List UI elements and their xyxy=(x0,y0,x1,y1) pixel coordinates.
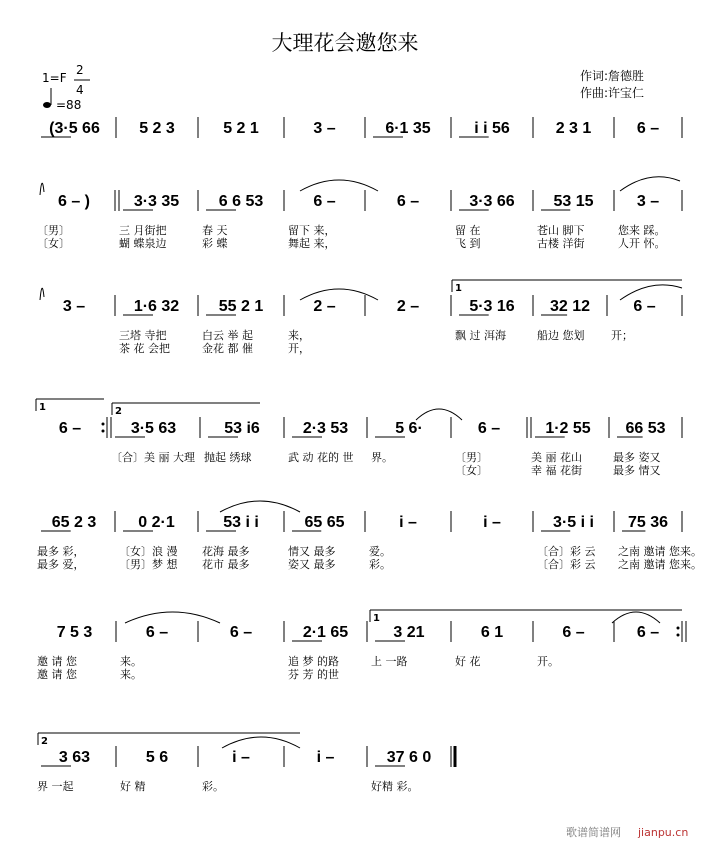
measure-notes: 2 – xyxy=(396,298,420,315)
lyric-segment: 古楼 洋街 xyxy=(537,237,585,250)
tie-arc xyxy=(620,177,680,191)
score-layer xyxy=(36,117,702,793)
lyric-segment: 最多 姿又 xyxy=(613,451,661,464)
lyric-segment: 姿又 最多 xyxy=(288,558,336,571)
lyric-segment: 苍山 脚下 xyxy=(537,224,585,237)
measure-notes: 1·2 55 xyxy=(545,420,591,437)
measure-notes: i – xyxy=(399,514,417,531)
score-row xyxy=(63,295,682,355)
tempo: =88 xyxy=(56,98,82,112)
lyric-segment: 开； xyxy=(611,329,633,342)
measure-notes: 75 36 xyxy=(627,514,669,531)
lyric-segment: 春 天 xyxy=(202,224,228,237)
measure-notes: 6 1 xyxy=(480,624,504,641)
tie-arc xyxy=(300,180,378,191)
lyric-segment: 飘 过 洱海 xyxy=(455,329,506,342)
lyric-segment: 彩。 xyxy=(369,558,391,571)
score-row xyxy=(37,746,455,793)
measure-notes: 5·3 16 xyxy=(469,298,515,315)
lyric-segment: 上 一路 xyxy=(371,655,408,668)
lyric-segment: 美 丽 花山 xyxy=(531,451,582,464)
quarter-note-icon xyxy=(43,102,51,108)
repeat-dot xyxy=(102,423,105,426)
measure-notes: 2 – xyxy=(313,298,336,315)
measure-notes: 6 – xyxy=(145,624,169,641)
measure-notes: 66 53 xyxy=(625,420,666,437)
tie-arc xyxy=(222,737,300,748)
measure-notes: 6 – xyxy=(313,193,336,210)
key-signature: 1=F xyxy=(42,71,67,85)
song-title: 大理花会邀您来 xyxy=(271,31,419,55)
measure-notes: 6 – xyxy=(562,624,585,641)
lyric-segment: 花海 最多 xyxy=(202,545,250,558)
measure-notes: 6 – xyxy=(633,298,656,315)
lyric-segment: 三塔 寺把 xyxy=(119,329,167,342)
measure-notes: i i 56 xyxy=(474,120,510,137)
lyric-segment: 爱。 xyxy=(369,545,391,558)
repeat-dot xyxy=(102,430,105,433)
lyric-segment: 好精 彩。 xyxy=(371,780,419,793)
lyric-segment: 蝴 蝶泉边 xyxy=(119,237,167,250)
lyric-segment: 武 动 花的 世 xyxy=(288,451,354,464)
lyric-segment: 好 精 xyxy=(120,780,146,793)
score-row xyxy=(59,417,682,477)
lyric-segment: 〔男〕梦 想 xyxy=(119,558,178,571)
measure-notes: 3·3 35 xyxy=(133,193,180,210)
measure-notes: 32 12 xyxy=(549,298,591,315)
lyric-segment: 最多 彩， xyxy=(37,545,85,558)
lyric-segment: 茶 花 会把 xyxy=(119,342,170,355)
volta-label: 1 xyxy=(373,613,380,624)
lyric-segment: 留下 来， xyxy=(288,224,336,237)
time-signature-bottom: 4 xyxy=(76,83,84,97)
measure-notes: 7 5 3 xyxy=(56,624,93,641)
score-row xyxy=(37,511,702,571)
repeat-dot xyxy=(677,627,680,630)
measure-notes: 3 63 xyxy=(58,749,91,766)
measure-notes: 2·3 53 xyxy=(302,420,349,437)
tie-arc xyxy=(40,288,44,300)
measure-notes: 6·1 35 xyxy=(385,120,431,137)
measure-notes: 6 – ) xyxy=(57,193,91,210)
lyric-segment: 〔合〕彩 云 xyxy=(537,558,596,571)
time-signature-top: 2 xyxy=(76,63,84,77)
lyric-segment: 留 在 xyxy=(455,224,481,237)
lyric-segment: 金花 都 催 xyxy=(202,342,253,355)
volta-bracket xyxy=(38,733,300,747)
measure-notes: 37 6 0 xyxy=(386,749,432,766)
lyric-segment: 最多 爱， xyxy=(37,558,85,571)
measure-notes: 3 – xyxy=(62,298,86,315)
lyric-segment: 界。 xyxy=(371,451,393,464)
measure-notes: 6 6 53 xyxy=(218,193,264,210)
volta-label: 1 xyxy=(39,402,46,413)
lyric-segment: 人开 怀。 xyxy=(618,237,666,250)
watermark-url: jianpu.cn xyxy=(638,826,689,839)
lyric-segment: 界 一起 xyxy=(37,780,74,793)
measure-notes: 6 – xyxy=(477,420,501,437)
measure-notes: 53 15 xyxy=(553,193,594,210)
measure-notes: 53 i6 xyxy=(224,420,260,437)
measure-notes: (3·5 66 xyxy=(49,120,100,137)
lyric-segment: 来。 xyxy=(120,668,142,681)
measure-notes: 3·5 63 xyxy=(130,420,177,437)
volta-label: 2 xyxy=(115,406,122,417)
lyric-segment: 情又 最多 xyxy=(288,545,336,558)
lyric-segment: 追 梦 的路 xyxy=(288,655,339,668)
lyric-segment: 开， xyxy=(288,342,310,355)
lyric-segment: 〔女〕 xyxy=(455,464,488,477)
measure-notes: i – xyxy=(316,749,335,766)
tie-arc xyxy=(40,183,44,195)
measure-notes: i – xyxy=(232,749,250,766)
lyric-segment: 之南 邀请 您来。 xyxy=(618,545,702,558)
tie-arc xyxy=(416,409,462,420)
watermark-site-name: 歌谱简谱网 xyxy=(566,826,621,839)
score-row xyxy=(37,621,686,681)
measure-notes: 55 2 1 xyxy=(218,298,264,315)
composer: 作曲:许宝仁 xyxy=(580,86,645,100)
lyric-segment: 最多 情又 xyxy=(613,464,661,477)
lyric-segment: 彩 蝶 xyxy=(202,237,228,250)
lyric-segment: 〔合〕彩 云 xyxy=(537,545,596,558)
lyric-segment: 〔女〕浪 漫 xyxy=(119,545,178,558)
lyricist: 作词:詹德胜 xyxy=(580,69,645,83)
measure-notes: 3·3 66 xyxy=(469,193,515,210)
measure-notes: 5 6· xyxy=(395,420,423,437)
lyric-segment: 之南 邀请 您来。 xyxy=(618,558,702,571)
measure-notes: 3 – xyxy=(313,120,336,137)
measure-notes: 65 2 3 xyxy=(51,514,97,531)
lyric-segment: 飞 到 xyxy=(455,237,481,250)
lyric-segment: 三 月街把 xyxy=(119,224,167,237)
measure-notes: 0 2·1 xyxy=(138,514,175,531)
lyric-segment: 抛起 绣球 xyxy=(204,451,252,464)
lyric-segment: 〔女〕 xyxy=(37,237,70,250)
volta-label: 1 xyxy=(455,283,462,294)
lyric-segment: 来。 xyxy=(120,655,142,668)
repeat-dot xyxy=(677,634,680,637)
volta-bracket xyxy=(112,403,260,417)
measure-notes: 5 6 xyxy=(145,749,169,766)
lyric-segment: 花市 最多 xyxy=(202,558,250,571)
tie-arc xyxy=(220,501,300,512)
tie-arc xyxy=(612,612,660,623)
score-row xyxy=(41,117,682,138)
measure-notes: 6 – xyxy=(58,420,82,437)
lyric-segment: 开。 xyxy=(537,655,559,668)
lyric-segment: 〔男〕 xyxy=(37,224,70,237)
measure-notes: 3·5 i i xyxy=(553,514,594,531)
measure-notes: 2 3 1 xyxy=(555,120,592,137)
measure-notes: 6 – xyxy=(636,120,660,137)
measure-notes: 53 i i xyxy=(223,514,259,531)
lyric-segment: 来， xyxy=(288,329,310,342)
measure-notes: 3 – xyxy=(636,193,660,210)
measure-notes: 6 – xyxy=(636,624,660,641)
lyric-segment: 船边 您划 xyxy=(537,329,585,342)
lyric-segment: 白云 举 起 xyxy=(202,329,253,342)
volta-bracket xyxy=(36,399,104,413)
lyric-segment: 好 花 xyxy=(455,655,481,668)
lyric-segment: 〔合〕美 丽 大理 xyxy=(111,451,195,464)
measure-notes: 65 65 xyxy=(304,514,345,531)
lyric-segment: 彩。 xyxy=(202,780,224,793)
measure-notes: 5 2 1 xyxy=(223,120,259,137)
measure-notes: i – xyxy=(483,514,501,531)
lyric-segment: 邀 请 您 xyxy=(37,655,77,668)
tie-arc xyxy=(300,289,378,300)
lyric-segment: 舞起 来， xyxy=(288,237,336,250)
lyric-segment: 邀 请 您 xyxy=(37,668,77,681)
measure-notes: 6 – xyxy=(396,193,420,210)
lyric-segment: 芬 芳 的世 xyxy=(288,668,339,681)
measure-notes: 5 2 3 xyxy=(139,120,175,137)
lyric-segment: 〔男〕 xyxy=(455,451,488,464)
measure-notes: 2·1 65 xyxy=(302,624,349,641)
score-row xyxy=(37,190,682,250)
lyric-segment: 幸 福 花街 xyxy=(531,464,582,477)
measure-notes: 3 21 xyxy=(393,624,425,641)
volta-label: 2 xyxy=(41,736,48,747)
tie-arc xyxy=(125,612,220,623)
lyric-segment: 您来 踩。 xyxy=(618,224,666,237)
measure-notes: 1·6 32 xyxy=(133,298,180,315)
measure-notes: 6 – xyxy=(229,624,253,641)
